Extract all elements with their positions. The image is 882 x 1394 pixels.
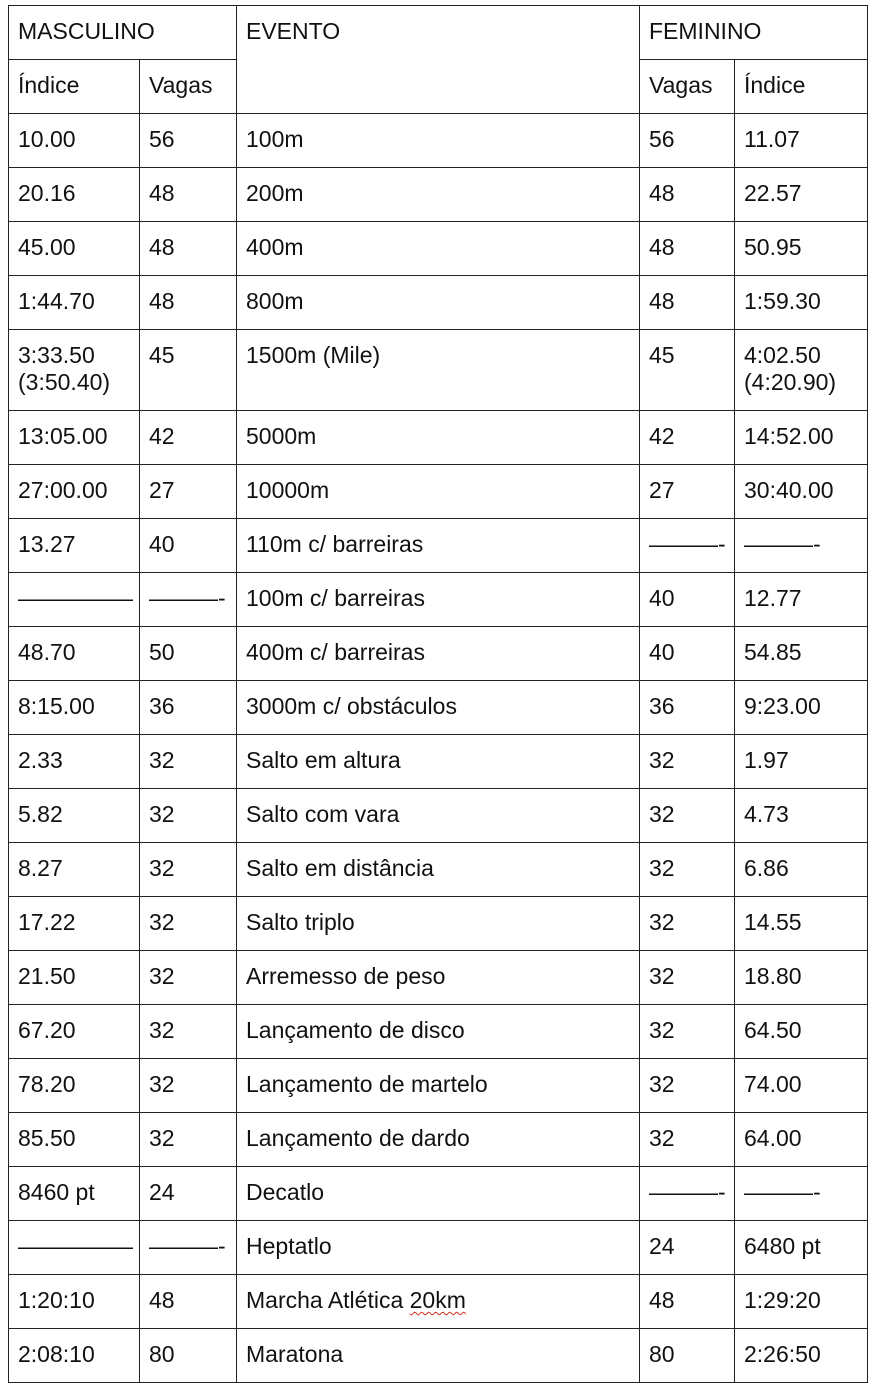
feminino-vagas-cell: 24 bbox=[640, 1221, 735, 1275]
evento-cell: Salto triplo bbox=[237, 897, 640, 951]
feminino-indice-cell: 6480 pt bbox=[735, 1221, 868, 1275]
feminino-indice-cell: 4.73 bbox=[735, 789, 868, 843]
header-masculino: MASCULINO bbox=[9, 6, 237, 60]
header-feminino-vagas: Vagas bbox=[640, 60, 735, 114]
masculino-vagas-cell: ———- bbox=[140, 573, 237, 627]
masculino-indice-cell: 2:08:10 bbox=[9, 1329, 140, 1383]
masculino-indice-cell: 21.50 bbox=[9, 951, 140, 1005]
feminino-indice-cell: 6.86 bbox=[735, 843, 868, 897]
masculino-indice-cell: 2.33 bbox=[9, 735, 140, 789]
masculino-vagas-cell: 48 bbox=[140, 168, 237, 222]
feminino-indice-cell: 1:29:20 bbox=[735, 1275, 868, 1329]
table-row bbox=[9, 276, 868, 330]
table-row bbox=[9, 681, 868, 735]
evento-cell: 400m bbox=[237, 222, 640, 276]
header-row-groups bbox=[9, 6, 868, 60]
evento-cell: Heptatlo bbox=[237, 1221, 640, 1275]
masculino-indice-cell: 27:00.00 bbox=[9, 465, 140, 519]
feminino-vagas-cell: 36 bbox=[640, 681, 735, 735]
feminino-vagas-cell: 32 bbox=[640, 897, 735, 951]
masculino-vagas-cell: 36 bbox=[140, 681, 237, 735]
feminino-indice-cell: 14.55 bbox=[735, 897, 868, 951]
feminino-vagas-cell: 56 bbox=[640, 114, 735, 168]
evento-cell bbox=[237, 1275, 640, 1329]
masculino-indice-cell: 5.82 bbox=[9, 789, 140, 843]
header-feminino-indice: Índice bbox=[735, 60, 868, 114]
masculino-indice-cell: 1:44.70 bbox=[9, 276, 140, 330]
evento-cell: Maratona bbox=[237, 1329, 640, 1383]
masculino-vagas-cell: 32 bbox=[140, 735, 237, 789]
evento-cell: Lançamento de martelo bbox=[237, 1059, 640, 1113]
feminino-vagas-cell: 32 bbox=[640, 735, 735, 789]
feminino-vagas-cell: 40 bbox=[640, 573, 735, 627]
feminino-indice-cell: 64.00 bbox=[735, 1113, 868, 1167]
evento-cell: 100m c/ barreiras bbox=[237, 573, 640, 627]
masculino-indice-cell: 20.16 bbox=[9, 168, 140, 222]
masculino-vagas-cell: 32 bbox=[140, 951, 237, 1005]
table-row bbox=[9, 1059, 868, 1113]
evento-cell: 5000m bbox=[237, 411, 640, 465]
table-row bbox=[9, 1329, 868, 1383]
feminino-vagas-cell: ———- bbox=[640, 1167, 735, 1221]
qualification-table bbox=[8, 5, 868, 1383]
masculino-indice-cell: ————— bbox=[9, 1221, 140, 1275]
masculino-indice-cell: 17.22 bbox=[9, 897, 140, 951]
table-row bbox=[9, 897, 868, 951]
table-row bbox=[9, 843, 868, 897]
evento-cell: 1500m (Mile) bbox=[237, 330, 640, 411]
masculino-vagas-cell: 50 bbox=[140, 627, 237, 681]
feminino-indice-cell: 54.85 bbox=[735, 627, 868, 681]
feminino-vagas-cell: 32 bbox=[640, 789, 735, 843]
masculino-vagas-cell: 80 bbox=[140, 1329, 237, 1383]
feminino-vagas-cell: 45 bbox=[640, 330, 735, 411]
header-masculino-vagas: Vagas bbox=[140, 60, 237, 114]
feminino-vagas-cell: 32 bbox=[640, 1005, 735, 1059]
spellcheck-flagged-word: 20km bbox=[409, 1287, 466, 1313]
header-evento: EVENTO bbox=[237, 6, 640, 114]
feminino-indice-cell: 22.57 bbox=[735, 168, 868, 222]
masculino-indice-cell: 85.50 bbox=[9, 1113, 140, 1167]
masculino-vagas-cell: 48 bbox=[140, 1275, 237, 1329]
masculino-indice-cell: 45.00 bbox=[9, 222, 140, 276]
table-row bbox=[9, 735, 868, 789]
table-row bbox=[9, 411, 868, 465]
feminino-vagas-cell: ———- bbox=[640, 519, 735, 573]
masculino-indice-cell: 48.70 bbox=[9, 627, 140, 681]
evento-cell: Arremesso de peso bbox=[237, 951, 640, 1005]
feminino-indice-cell: 50.95 bbox=[735, 222, 868, 276]
feminino-vagas-cell: 80 bbox=[640, 1329, 735, 1383]
table-row bbox=[9, 1275, 868, 1329]
masculino-indice-cell: 8460 pt bbox=[9, 1167, 140, 1221]
masculino-vagas-cell: 32 bbox=[140, 1113, 237, 1167]
feminino-indice-cell: 64.50 bbox=[735, 1005, 868, 1059]
masculino-vagas-cell: 27 bbox=[140, 465, 237, 519]
masculino-indice-cell: 10.00 bbox=[9, 114, 140, 168]
masculino-vagas-cell: 32 bbox=[140, 789, 237, 843]
table-row bbox=[9, 573, 868, 627]
feminino-indice-cell: 12.77 bbox=[735, 573, 868, 627]
feminino-vagas-cell: 48 bbox=[640, 222, 735, 276]
masculino-vagas-cell: ———- bbox=[140, 1221, 237, 1275]
feminino-indice-cell: 4:02.50 (4:20.90) bbox=[735, 330, 868, 411]
masculino-vagas-cell: 32 bbox=[140, 1059, 237, 1113]
feminino-indice-cell: 18.80 bbox=[735, 951, 868, 1005]
feminino-indice-cell: 74.00 bbox=[735, 1059, 868, 1113]
evento-cell: Lançamento de disco bbox=[237, 1005, 640, 1059]
header-feminino: FEMININO bbox=[640, 6, 868, 60]
evento-cell: 100m bbox=[237, 114, 640, 168]
feminino-vagas-cell: 40 bbox=[640, 627, 735, 681]
evento-cell: 10000m bbox=[237, 465, 640, 519]
table-row bbox=[9, 519, 868, 573]
evento-cell: Lançamento de dardo bbox=[237, 1113, 640, 1167]
masculino-vagas-cell: 32 bbox=[140, 1005, 237, 1059]
masculino-indice-cell: 8:15.00 bbox=[9, 681, 140, 735]
feminino-indice-cell: ———- bbox=[735, 519, 868, 573]
feminino-vagas-cell: 48 bbox=[640, 168, 735, 222]
evento-text: Marcha Atlética bbox=[246, 1287, 410, 1313]
feminino-indice-cell: 1:59.30 bbox=[735, 276, 868, 330]
masculino-indice-cell: 78.20 bbox=[9, 1059, 140, 1113]
masculino-vagas-cell: 45 bbox=[140, 330, 237, 411]
feminino-indice-cell: 9:23.00 bbox=[735, 681, 868, 735]
table-row bbox=[9, 168, 868, 222]
masculino-indice-cell: 1:20:10 bbox=[9, 1275, 140, 1329]
feminino-vagas-cell: 48 bbox=[640, 1275, 735, 1329]
masculino-vagas-cell: 48 bbox=[140, 276, 237, 330]
evento-cell: 200m bbox=[237, 168, 640, 222]
table-row bbox=[9, 1221, 868, 1275]
masculino-vagas-cell: 32 bbox=[140, 843, 237, 897]
feminino-vagas-cell: 32 bbox=[640, 1113, 735, 1167]
masculino-vagas-cell: 32 bbox=[140, 897, 237, 951]
header-masculino-indice: Índice bbox=[9, 60, 140, 114]
masculino-vagas-cell: 42 bbox=[140, 411, 237, 465]
masculino-indice-cell: 8.27 bbox=[9, 843, 140, 897]
evento-cell: 110m c/ barreiras bbox=[237, 519, 640, 573]
feminino-vagas-cell: 42 bbox=[640, 411, 735, 465]
masculino-indice-cell: 3:33.50 (3:50.40) bbox=[9, 330, 140, 411]
feminino-vagas-cell: 32 bbox=[640, 1059, 735, 1113]
feminino-vagas-cell: 48 bbox=[640, 276, 735, 330]
masculino-vagas-cell: 24 bbox=[140, 1167, 237, 1221]
evento-cell: 800m bbox=[237, 276, 640, 330]
feminino-indice-cell: ———- bbox=[735, 1167, 868, 1221]
feminino-vagas-cell: 32 bbox=[640, 951, 735, 1005]
feminino-indice-cell: 2:26:50 bbox=[735, 1329, 868, 1383]
masculino-indice-cell: 13.27 bbox=[9, 519, 140, 573]
masculino-indice-cell: 13:05.00 bbox=[9, 411, 140, 465]
table-row bbox=[9, 330, 868, 411]
feminino-indice-cell: 14:52.00 bbox=[735, 411, 868, 465]
evento-cell: Salto em distância bbox=[237, 843, 640, 897]
evento-cell: 3000m c/ obstáculos bbox=[237, 681, 640, 735]
table-row bbox=[9, 114, 868, 168]
masculino-indice-cell: ————— bbox=[9, 573, 140, 627]
table-row bbox=[9, 465, 868, 519]
table-row bbox=[9, 951, 868, 1005]
masculino-vagas-cell: 48 bbox=[140, 222, 237, 276]
table-row bbox=[9, 1005, 868, 1059]
table-row bbox=[9, 1167, 868, 1221]
evento-cell: 400m c/ barreiras bbox=[237, 627, 640, 681]
table-row bbox=[9, 789, 868, 843]
table-row bbox=[9, 627, 868, 681]
feminino-indice-cell: 1.97 bbox=[735, 735, 868, 789]
feminino-vagas-cell: 27 bbox=[640, 465, 735, 519]
table-row bbox=[9, 222, 868, 276]
masculino-vagas-cell: 40 bbox=[140, 519, 237, 573]
masculino-vagas-cell: 56 bbox=[140, 114, 237, 168]
table-row bbox=[9, 1113, 868, 1167]
feminino-vagas-cell: 32 bbox=[640, 843, 735, 897]
feminino-indice-cell: 30:40.00 bbox=[735, 465, 868, 519]
masculino-indice-cell: 67.20 bbox=[9, 1005, 140, 1059]
evento-cell: Salto com vara bbox=[237, 789, 640, 843]
feminino-indice-cell: 11.07 bbox=[735, 114, 868, 168]
evento-cell: Salto em altura bbox=[237, 735, 640, 789]
evento-cell: Decatlo bbox=[237, 1167, 640, 1221]
